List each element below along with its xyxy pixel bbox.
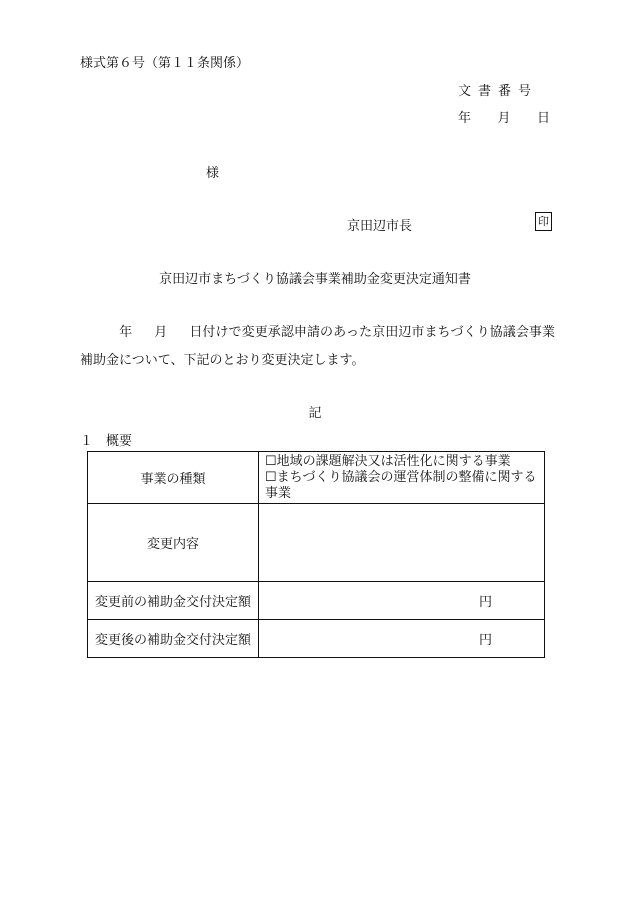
body-year: 年: [119, 325, 133, 340]
table-row-after: [88, 620, 545, 658]
section-title: １ 概要: [80, 434, 133, 449]
addressee-honorific: 様: [206, 166, 220, 181]
document-title: 京田辺市まちづくり協議会事業補助金変更決定通知書: [159, 272, 471, 287]
body-text: 日付けで変更承認申請のあった京田辺市まちづくり協議会事業補助金について、下記のとおり変更決定します。: [80, 325, 555, 368]
type-options: [259, 452, 545, 504]
date-day: 日: [536, 111, 550, 126]
table-row-before: [88, 582, 545, 620]
before-amount-label: 変更前の補助金交付決定額: [88, 582, 259, 620]
table-row-type: [88, 452, 545, 504]
body-paragraph: [80, 319, 555, 375]
before-amount-unit: 円: [259, 582, 545, 620]
date-year: 年: [458, 111, 472, 126]
overview-table: [87, 451, 545, 658]
type-label: 事業の種類: [88, 452, 259, 504]
after-amount-unit: 円: [259, 620, 545, 658]
change-label: 変更内容: [88, 504, 259, 582]
ki-heading: 記: [308, 406, 322, 421]
after-amount-label: 変更後の補助金交付決定額: [88, 620, 259, 658]
type-option-1: ☐地域の課題解決又は活性化に関する事業: [265, 453, 511, 469]
document-number-label: 文書番号: [458, 84, 539, 99]
issuer-name: 京田辺市長: [347, 219, 413, 234]
seal-stamp: 印: [535, 212, 552, 231]
table-row-change: [88, 504, 545, 582]
form-id: 様式第６号（第１１条関係）: [80, 56, 250, 71]
change-value: [259, 504, 545, 582]
body-month: 月: [154, 325, 168, 340]
type-option-2: ☐まちづくり協議会の運営体制の整備に関する事業: [265, 469, 537, 501]
date-month: 月: [497, 111, 511, 126]
date-line: [458, 107, 550, 126]
